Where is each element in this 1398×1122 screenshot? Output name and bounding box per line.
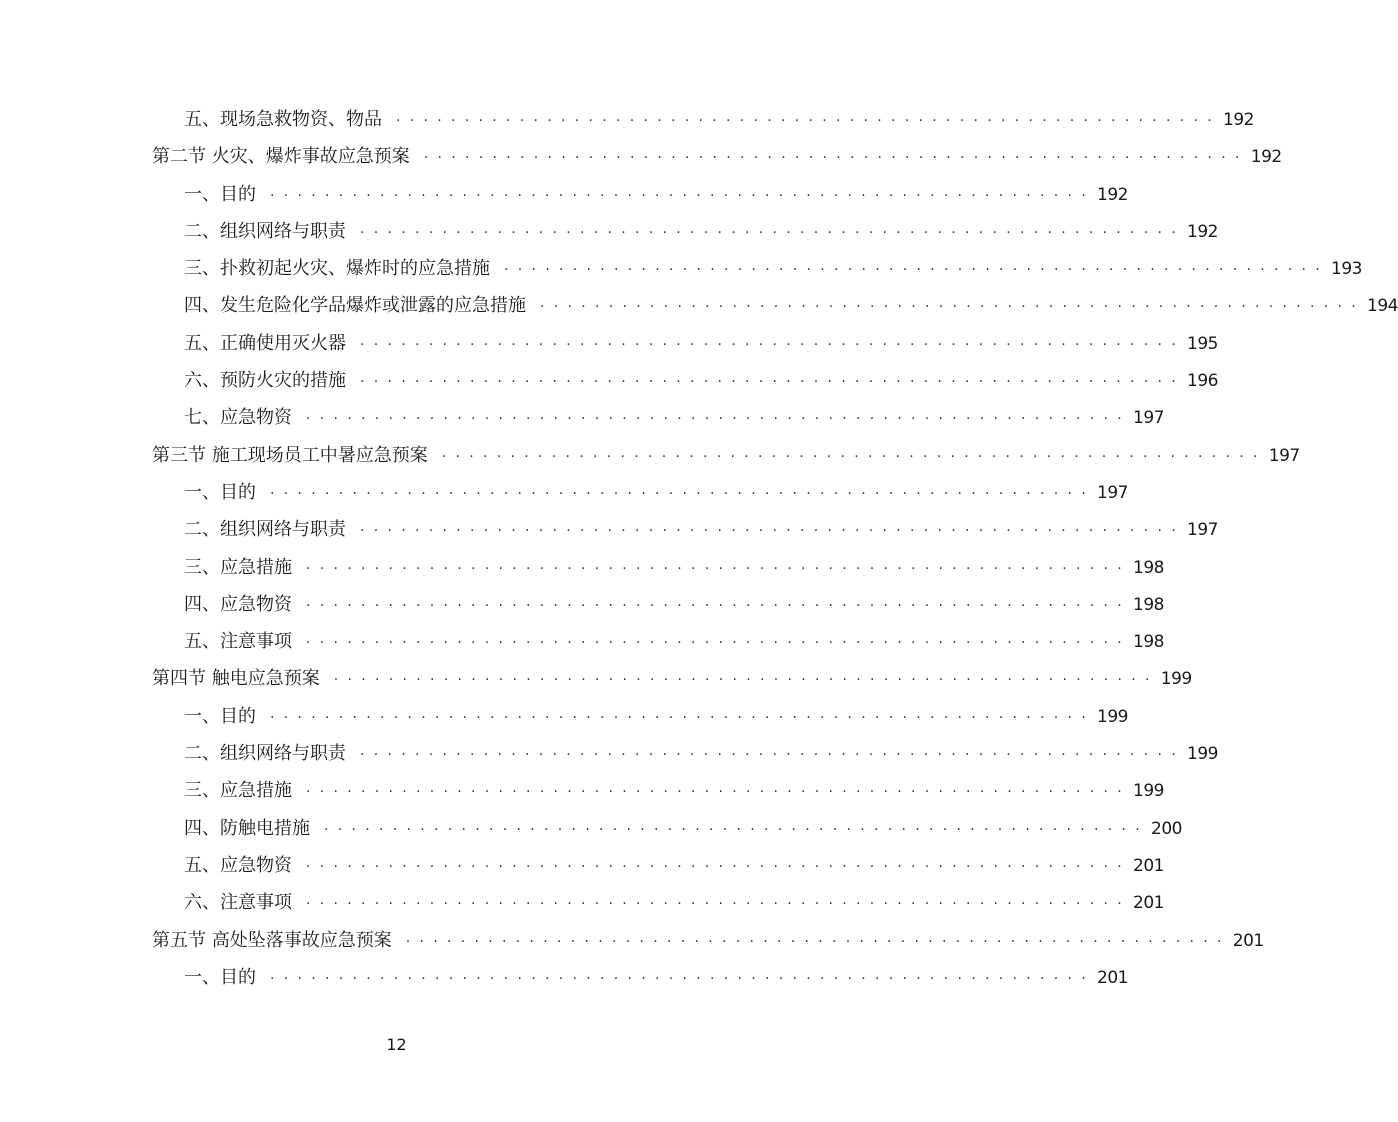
toc-entry-label: 二、组织网络与职责 <box>184 220 346 242</box>
toc-dot-leader: ···························································· <box>396 113 1222 129</box>
toc-section-entry[interactable] <box>152 437 1300 474</box>
toc-page-number: 199 <box>1187 744 1218 765</box>
table-of-contents <box>152 101 1398 996</box>
toc-dot-leader: ···························································· <box>540 299 1366 316</box>
toc-dot-leader: ···························································· <box>270 187 1096 204</box>
toc-item-entry[interactable] <box>152 287 1398 324</box>
page-number: 12 <box>386 1035 407 1054</box>
toc-entry-label: 五、正确使用灭火器 <box>184 332 346 354</box>
toc-page-number: 198 <box>1133 632 1164 653</box>
toc-page-number: 192 <box>1187 221 1218 242</box>
toc-dot-leader: ···························································· <box>306 784 1132 801</box>
toc-entry-label: 三、扑救初起火灾、爆炸时的应急措施 <box>184 258 490 280</box>
toc-dot-leader: ···························································· <box>306 560 1132 577</box>
toc-page-number: 198 <box>1133 557 1164 578</box>
toc-page-number: 196 <box>1187 371 1218 392</box>
toc-entry-label: 一、目的 <box>184 183 256 205</box>
toc-item-entry[interactable] <box>152 959 1128 996</box>
toc-entry-label: 七、应急物资 <box>184 407 292 429</box>
toc-entry-label: 三、应急措施 <box>184 780 292 802</box>
toc-item-entry[interactable] <box>152 884 1164 921</box>
toc-section-entry[interactable] <box>152 138 1282 175</box>
toc-item-entry[interactable] <box>152 250 1362 287</box>
toc-entry-label: 四、应急物资 <box>184 593 292 615</box>
toc-page-number: 192 <box>1223 110 1254 130</box>
toc-dot-leader: ···························································· <box>306 896 1132 913</box>
toc-page-number: 199 <box>1097 706 1128 727</box>
toc-entry-label: 一、目的 <box>184 705 256 727</box>
toc-entry-label: 第五节 高处坠落事故应急预案 <box>152 929 392 951</box>
toc-page-number: 200 <box>1151 818 1182 839</box>
toc-entry-label: 第三节 施工现场员工中暑应急预案 <box>152 444 428 466</box>
toc-entry-label: 六、注意事项 <box>184 892 292 914</box>
toc-dot-leader: ···························································· <box>333 672 1159 689</box>
toc-item-entry[interactable] <box>152 549 1164 586</box>
toc-page-number: 194 <box>1367 296 1398 317</box>
toc-dot-leader: ···························································· <box>360 224 1186 241</box>
toc-item-entry[interactable] <box>152 735 1218 772</box>
toc-entry-label: 六、预防火灾的措施 <box>184 370 346 392</box>
toc-entry-label: 二、组织网络与职责 <box>184 743 346 765</box>
toc-item-entry[interactable] <box>152 213 1218 250</box>
toc-dot-leader: ···························································· <box>441 448 1267 465</box>
toc-item-entry[interactable] <box>152 325 1218 362</box>
toc-page-number: 201 <box>1097 967 1128 988</box>
toc-page-number: 197 <box>1268 445 1300 466</box>
toc-page-number: 198 <box>1133 594 1164 615</box>
toc-page-number: 192 <box>1097 184 1128 205</box>
toc-item-entry[interactable] <box>152 810 1182 847</box>
toc-dot-leader: ···························································· <box>306 858 1132 875</box>
toc-entry-label: 四、防触电措施 <box>184 817 310 839</box>
toc-entry-label: 四、发生危险化学品爆炸或泄露的应急措施 <box>184 295 526 317</box>
toc-dot-leader: ···························································· <box>270 709 1096 726</box>
toc-item-entry[interactable] <box>152 101 1254 138</box>
toc-section-entry[interactable] <box>152 660 1192 697</box>
toc-page-number: 199 <box>1133 781 1164 802</box>
toc-item-entry[interactable] <box>152 362 1218 399</box>
toc-page-number: 201 <box>1232 930 1264 951</box>
toc-item-entry[interactable] <box>152 698 1128 735</box>
toc-dot-leader: ···························································· <box>306 597 1132 614</box>
toc-item-entry[interactable] <box>152 847 1164 884</box>
toc-entry-label: 五、现场急救物资、物品 <box>184 109 382 130</box>
toc-entry-label: 五、注意事项 <box>184 631 292 653</box>
toc-dot-leader: ···························································· <box>324 821 1150 838</box>
toc-dot-leader: ···························································· <box>360 374 1186 391</box>
toc-dot-leader: ···························································· <box>270 970 1096 987</box>
toc-item-entry[interactable] <box>152 474 1128 511</box>
toc-page-number: 197 <box>1133 408 1164 429</box>
toc-page-number: 195 <box>1187 333 1218 354</box>
toc-page-number: 199 <box>1160 669 1192 690</box>
toc-item-entry[interactable] <box>152 772 1164 809</box>
toc-item-entry[interactable] <box>152 176 1128 213</box>
toc-entry-label: 第二节 火灾、爆炸事故应急预案 <box>152 146 410 168</box>
toc-dot-leader: ···························································· <box>360 523 1186 540</box>
toc-entry-label: 三、应急措施 <box>184 556 292 578</box>
toc-dot-leader: ···························································· <box>360 336 1186 353</box>
toc-entry-label: 五、应急物资 <box>184 854 292 876</box>
toc-entry-label: 一、目的 <box>184 481 256 503</box>
toc-item-entry[interactable] <box>152 511 1218 548</box>
toc-page-number: 197 <box>1097 482 1128 503</box>
toc-dot-leader: ···························································· <box>423 150 1249 167</box>
toc-page-number: 197 <box>1187 520 1218 541</box>
toc-entry-label: 第四节 触电应急预案 <box>152 668 320 690</box>
toc-dot-leader: ···························································· <box>270 485 1096 502</box>
toc-page-number: 192 <box>1250 147 1282 168</box>
toc-item-entry[interactable] <box>152 399 1164 436</box>
toc-item-entry[interactable] <box>152 623 1164 660</box>
toc-item-entry[interactable] <box>152 586 1164 623</box>
toc-page-number: 201 <box>1133 893 1164 914</box>
toc-entry-label: 二、组织网络与职责 <box>184 519 346 541</box>
toc-dot-leader: ···························································· <box>504 262 1330 279</box>
toc-dot-leader: ···························································· <box>405 933 1231 950</box>
toc-entry-label: 一、目的 <box>184 966 256 988</box>
toc-dot-leader: ···························································· <box>306 411 1132 428</box>
toc-page-number: 201 <box>1133 855 1164 876</box>
toc-dot-leader: ···························································· <box>306 635 1132 652</box>
toc-dot-leader: ···························································· <box>360 747 1186 764</box>
toc-page-number: 193 <box>1331 259 1362 280</box>
toc-section-entry[interactable] <box>152 922 1264 959</box>
